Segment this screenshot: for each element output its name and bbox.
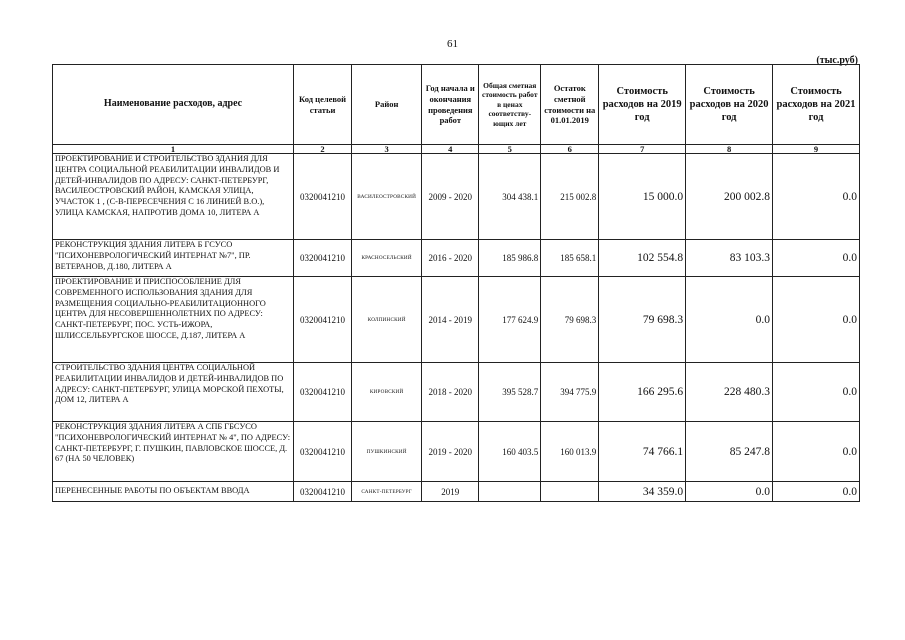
expense-name: ПЕРЕНЕСЕННЫЕ РАБОТЫ ПО ОБЪЕКТАМ ВВОДА xyxy=(53,482,294,502)
expense-cost-2019: 166 295.6 xyxy=(599,363,686,422)
header-cost-2020: Стоимость расходов на 2020 год xyxy=(686,65,773,145)
page-number: 61 xyxy=(447,38,458,50)
expense-name: СТРОИТЕЛЬСТВО ЗДАНИЯ ЦЕНТРА СОЦИАЛЬНОЙ РЕАБИЛИТАЦИИ ИНВАЛИДОВ И ДЕТЕЙ-ИНВАЛИДОВ ПО АДРЕСУ: САНКТ-ПЕТЕРБУРГ, УЛИЦА МОРСКОЙ ПЕХОТЫ, ДОМ 12, ЛИТЕРА А xyxy=(53,363,294,422)
table-row xyxy=(53,422,860,482)
expense-district: ВАСИЛЕОСТРОВСКИЙ xyxy=(352,154,422,240)
expense-estimated: 185 986.8 xyxy=(479,240,541,277)
expense-years: 2016 - 2020 xyxy=(422,240,479,277)
expense-cost-2021: 0.0 xyxy=(773,422,860,482)
table-row xyxy=(53,482,860,502)
expense-cost-2021: 0.0 xyxy=(773,277,860,363)
header-row xyxy=(53,65,860,145)
header-cost-2021: Стоимость расходов на 2021 год xyxy=(773,65,860,145)
header-remaining: Остаток сметной стоимости на 01.01.2019 xyxy=(541,65,599,145)
expense-district: КРАСНОСЕЛЬСКИЙ xyxy=(352,240,422,277)
expense-code: 0320041210 xyxy=(294,482,352,502)
expense-district: ПУШКИНСКИЙ xyxy=(352,422,422,482)
expense-cost-2021: 0.0 xyxy=(773,240,860,277)
expense-district: КИРОВСКИЙ xyxy=(352,363,422,422)
expense-district: САНКТ-ПЕТЕРБУРГ xyxy=(352,482,422,502)
table-row xyxy=(53,363,860,422)
table-row xyxy=(53,154,860,240)
header-district: Район xyxy=(352,65,422,145)
expense-district: КОЛПИНСКИЙ xyxy=(352,277,422,363)
expense-estimated: 304 438.1 xyxy=(479,154,541,240)
expense-name: ПРОЕКТИРОВАНИЕ И ПРИСПОСОБЛЕНИЕ ДЛЯ СОВРЕМЕННОГО ИСПОЛЬЗОВАНИЯ ЗДАНИЯ ДЛЯ РАЗМЕЩЕНИЯ СОЦИАЛЬНО-РЕАБИЛИТАЦИОННОГО ЦЕНТРА ДЛЯ НЕСОВЕРШЕННОЛЕТНИХ ПО АДРЕСУ: САНКТ-ПЕТЕРБУРГ, ПОС. УСТЬ-ИЖОРА, ШЛИССЕЛЬБУРГСКОЕ ШОССЕ, Д.187, ЛИТЕРА А xyxy=(53,277,294,363)
column-number: 8 xyxy=(686,145,773,154)
table-row xyxy=(53,277,860,363)
expense-remaining: 394 775.9 xyxy=(541,363,599,422)
expense-cost-2020: 83 103.3 xyxy=(686,240,773,277)
expense-estimated: 177 624.9 xyxy=(479,277,541,363)
expense-remaining: 160 013.9 xyxy=(541,422,599,482)
expense-name: ПРОЕКТИРОВАНИЕ И СТРОИТЕЛЬСТВО ЗДАНИЯ ДЛЯ ЦЕНТРА СОЦИАЛЬНОЙ РЕАБИЛИТАЦИИ ИНВАЛИДОВ И ДЕТЕЙ-ИНВАЛИДОВ ПО АДРЕСУ: САНКТ-ПЕТЕРБУРГ, ВАСИЛЕОСТРОВСКИЙ РАЙОН, КАМСКАЯ УЛИЦА, УЧАСТОК 1 , (С-В-ПЕРЕСЕЧЕНИЯ С 16 ЛИНИЕЙ В.О.), УЛИЦА КАМСКАЯ, НАПРОТИВ ДОМА 10, ЛИТЕРА А xyxy=(53,154,294,240)
expense-years: 2019 xyxy=(422,482,479,502)
expense-remaining: 79 698.3 xyxy=(541,277,599,363)
expense-cost-2019: 34 359.0 xyxy=(599,482,686,502)
column-number: 4 xyxy=(422,145,479,154)
expense-years: 2014 - 2019 xyxy=(422,277,479,363)
header-cost-2019: Стоимость расходов на 2019 год xyxy=(599,65,686,145)
expense-code: 0320041210 xyxy=(294,240,352,277)
expense-estimated: 160 403.5 xyxy=(479,422,541,482)
column-number: 1 xyxy=(53,145,294,154)
expense-name: РЕКОНСТРУКЦИЯ ЗДАНИЯ ЛИТЕРА А СПБ ГБСУСО "ПСИХОНЕВРОЛОГИЧЕСКИЙ ИНТЕРНАТ № 4", ПО АДРЕСУ: САНКТ-ПЕТЕРБУРГ, Г. ПУШКИН, ПАВЛОВСКОЕ ШОССЕ, Д. 67 (НА 50 ЧЕЛОВЕК) xyxy=(53,422,294,482)
column-number-row xyxy=(53,145,860,154)
expense-code: 0320041210 xyxy=(294,277,352,363)
column-number: 6 xyxy=(541,145,599,154)
expense-code: 0320041210 xyxy=(294,422,352,482)
header-code: Код целевой статьи xyxy=(294,65,352,145)
units-label: (тыс.руб) xyxy=(816,55,858,66)
expense-cost-2021: 0.0 xyxy=(773,482,860,502)
expense-remaining: 215 002.8 xyxy=(541,154,599,240)
expense-cost-2020: 0.0 xyxy=(686,277,773,363)
expense-cost-2020: 85 247.8 xyxy=(686,422,773,482)
expense-name: РЕКОНСТРУКЦИЯ ЗДАНИЯ ЛИТЕРА Б ГСУСО "ПСИХОНЕВРОЛОГИЧЕСКИЙ ИНТЕРНАТ №7", ПР. ВЕТЕРАНОВ, Д.180, ЛИТЕРА А xyxy=(53,240,294,277)
expense-remaining xyxy=(541,482,599,502)
expenses-table xyxy=(52,64,860,502)
expense-years: 2009 - 2020 xyxy=(422,154,479,240)
expense-cost-2019: 102 554.8 xyxy=(599,240,686,277)
header-name: Наименование расходов, адрес xyxy=(53,65,294,145)
expense-cost-2019: 79 698.3 xyxy=(599,277,686,363)
column-number: 2 xyxy=(294,145,352,154)
expense-cost-2020: 0.0 xyxy=(686,482,773,502)
expense-cost-2020: 200 002.8 xyxy=(686,154,773,240)
expense-cost-2021: 0.0 xyxy=(773,154,860,240)
expense-years: 2019 - 2020 xyxy=(422,422,479,482)
column-number: 7 xyxy=(599,145,686,154)
header-years: Год начала и окончания проведения работ xyxy=(422,65,479,145)
expense-code: 0320041210 xyxy=(294,154,352,240)
expense-cost-2020: 228 480.3 xyxy=(686,363,773,422)
expense-cost-2021: 0.0 xyxy=(773,363,860,422)
expense-cost-2019: 15 000.0 xyxy=(599,154,686,240)
table-row xyxy=(53,240,860,277)
expense-cost-2019: 74 766.1 xyxy=(599,422,686,482)
expense-years: 2018 - 2020 xyxy=(422,363,479,422)
expense-estimated xyxy=(479,482,541,502)
expense-remaining: 185 658.1 xyxy=(541,240,599,277)
expense-code: 0320041210 xyxy=(294,363,352,422)
column-number: 5 xyxy=(479,145,541,154)
header-estimated: Общая сметная стоимость работ в ценах соответству-ющих лет xyxy=(479,65,541,145)
expense-estimated: 395 528.7 xyxy=(479,363,541,422)
column-number: 3 xyxy=(352,145,422,154)
column-number: 9 xyxy=(773,145,860,154)
